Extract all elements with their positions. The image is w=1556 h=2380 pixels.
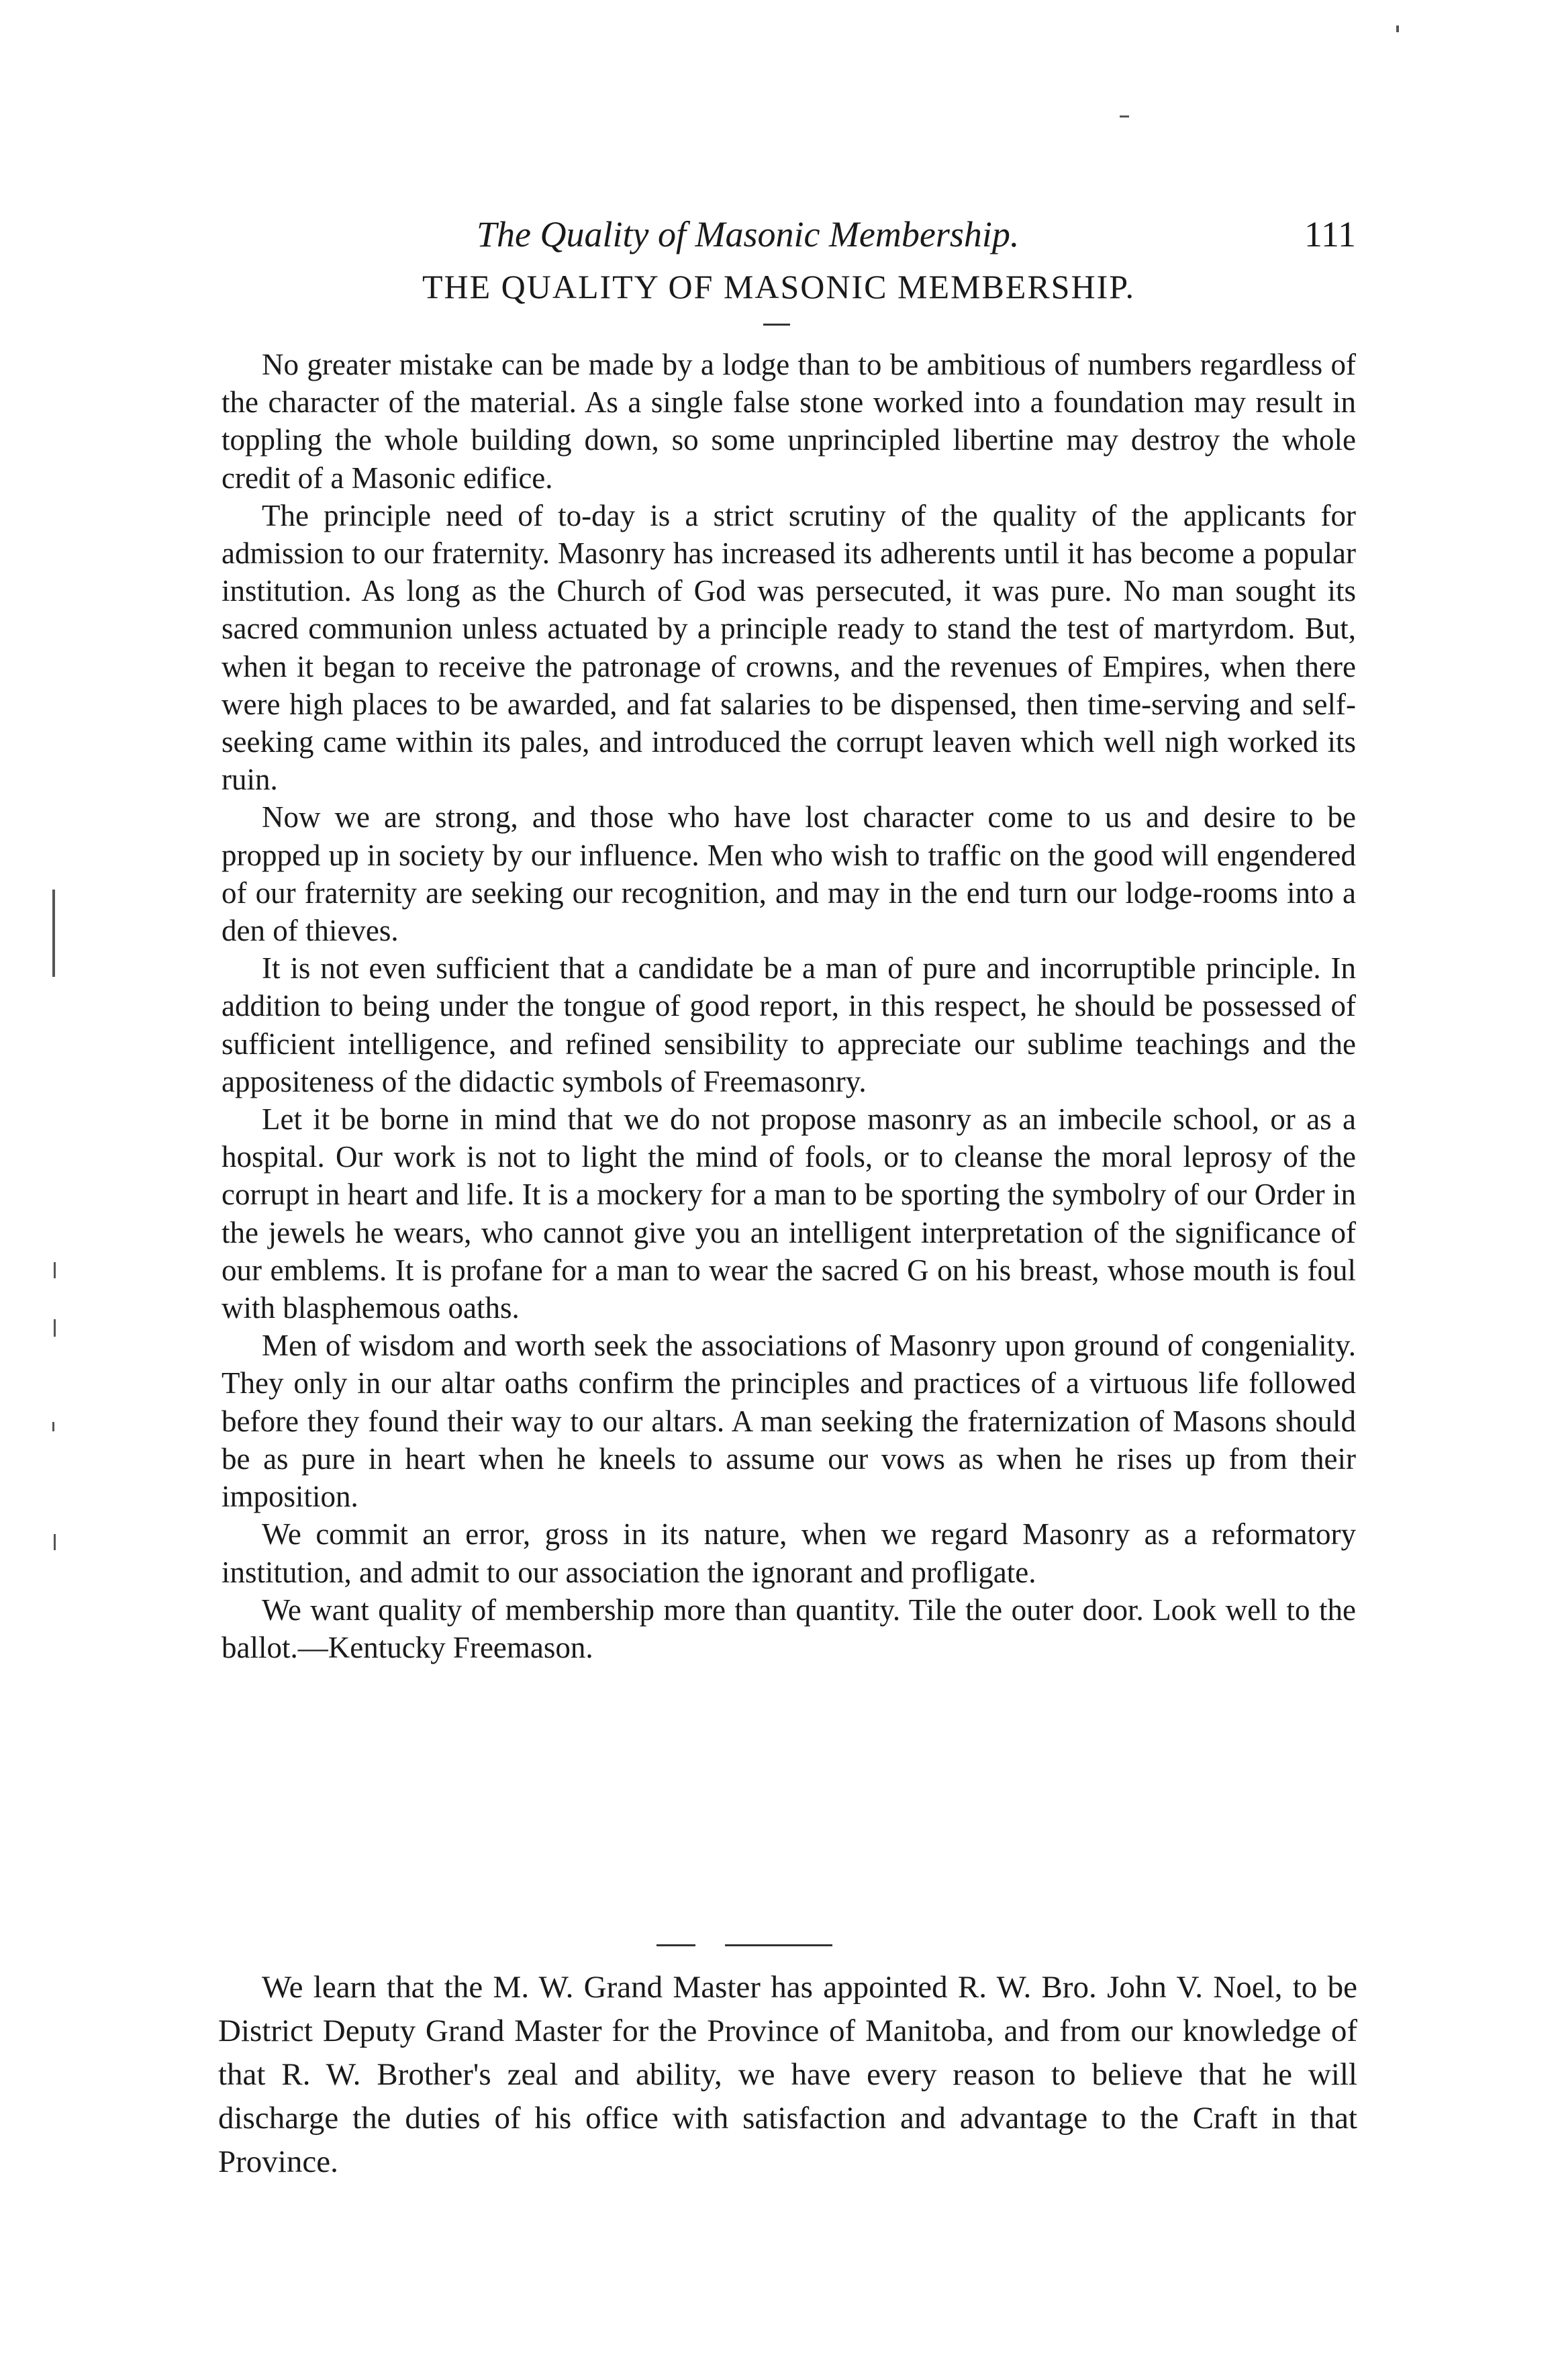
section-divider-long [725,1944,832,1946]
scan-mark [52,890,55,977]
scan-mark [54,1534,56,1550]
running-title: The Quality of Masonic Membership. [477,214,1020,254]
appointment-note [218,1966,1357,2184]
section-divider-short [657,1944,695,1946]
article-paragraph: We want quality of membership more than quantity. Tile the outer door. Look well to the ballot.—Kentucky Freemason. [222,1592,1356,1664]
article-paragraph: No greater mistake can be made by a lodge than to be ambitious of numbers regardless of the character of the material. As a single false stone worked into a foundation may result in toppling the whole building down, so some unprincipled libertine may destroy the whole credit of a Masonic edifice. [222,348,1356,495]
article-title: THE QUALITY OF MASONIC MEMBERSHIP. [422,268,1136,305]
scan-mark [54,1319,56,1337]
article-paragraph: Let it be borne in mind that we do not propose masonry as an imbecile school, or as a hospital. Our work is not to light the mind of fools, or to cleanse the moral leprosy of the corrupt in heart and life. It is a mockery for a man to be sporting the symbolry of our Order in the jewels he wears, who cannot give you an intelligent interpretation of the significance of our emblems. It is profane for a man to wear the sacred G on his breast, whose mouth is foul with blasphemous oaths. [222,1102,1356,1325]
article-paragraph: Men of wisdom and worth seek the associations of Masonry upon ground of congeniality. They only in our altar oaths confirm the principles and practices of a virtuous life followed before they found their way to our altars. A man seeking the fraternization of Masons should be as pure in heart when he kneels to assume our vows as when he rises up from their imposition. [222,1329,1356,1514]
scan-mark [54,1262,56,1278]
scan-mark [1396,26,1399,32]
scan-mark [1120,115,1129,117]
article-paragraph: We commit an error, gross in its nature, when we regard Masonry as a reformatory institution, and admit to our association the ignorant and profligate. [222,1517,1356,1589]
article-paragraph: The principle need of to-day is a strict scrutiny of the quality of the applicants for admission to our fraternity. Masonry has increased its adherents until it has become a popular institution. As long as the Church of God was persecuted, it was pure. No man sought its sacred communion unless actuated by a principle ready to stand the test of martyrdom. But, when it began to receive the patronage of crowns, and the revenues of Empires, when there were high places to be awarded, and fat salaries to be dispensed, then time-serving and self-seeking came within its pales, and introduced the corrupt leaven which well nigh worked its ruin. [222,498,1356,797]
scan-mark [52,1422,54,1431]
article-body [222,346,1356,1666]
title-divider [763,324,790,326]
note-paragraph: We learn that the M. W. Grand Master has appointed R. W. Bro. John V. Noel, to be District Deputy Grand Master for the Province of Manitoba, and from our knowledge of that R. W. Brother's zeal and ability, we have every reason to believe that he will discharge the duties of his office with satisfaction and advantage to the Craft in that Province. [218,1970,1357,2179]
running-head [201,213,1356,260]
page-number: 111 [1304,214,1356,254]
article-paragraph: It is not even sufficient that a candidate be a man of pure and incorruptible principle. In addition to being under the tongue of good report, in this respect, he should be possessed of sufficient intelligence, and refined sensibility to appreciate our sublime teachings and the appositeness of the didactic symbols of Freemasonry. [222,951,1356,1098]
article-paragraph: Now we are strong, and those who have lost character come to us and desire to be propped up in society by our influence. Men who wish to traffic on the good will engendered of our fraternity are seeking our recognition, and may in the end turn our lodge-rooms into a den of thieves. [222,800,1356,948]
